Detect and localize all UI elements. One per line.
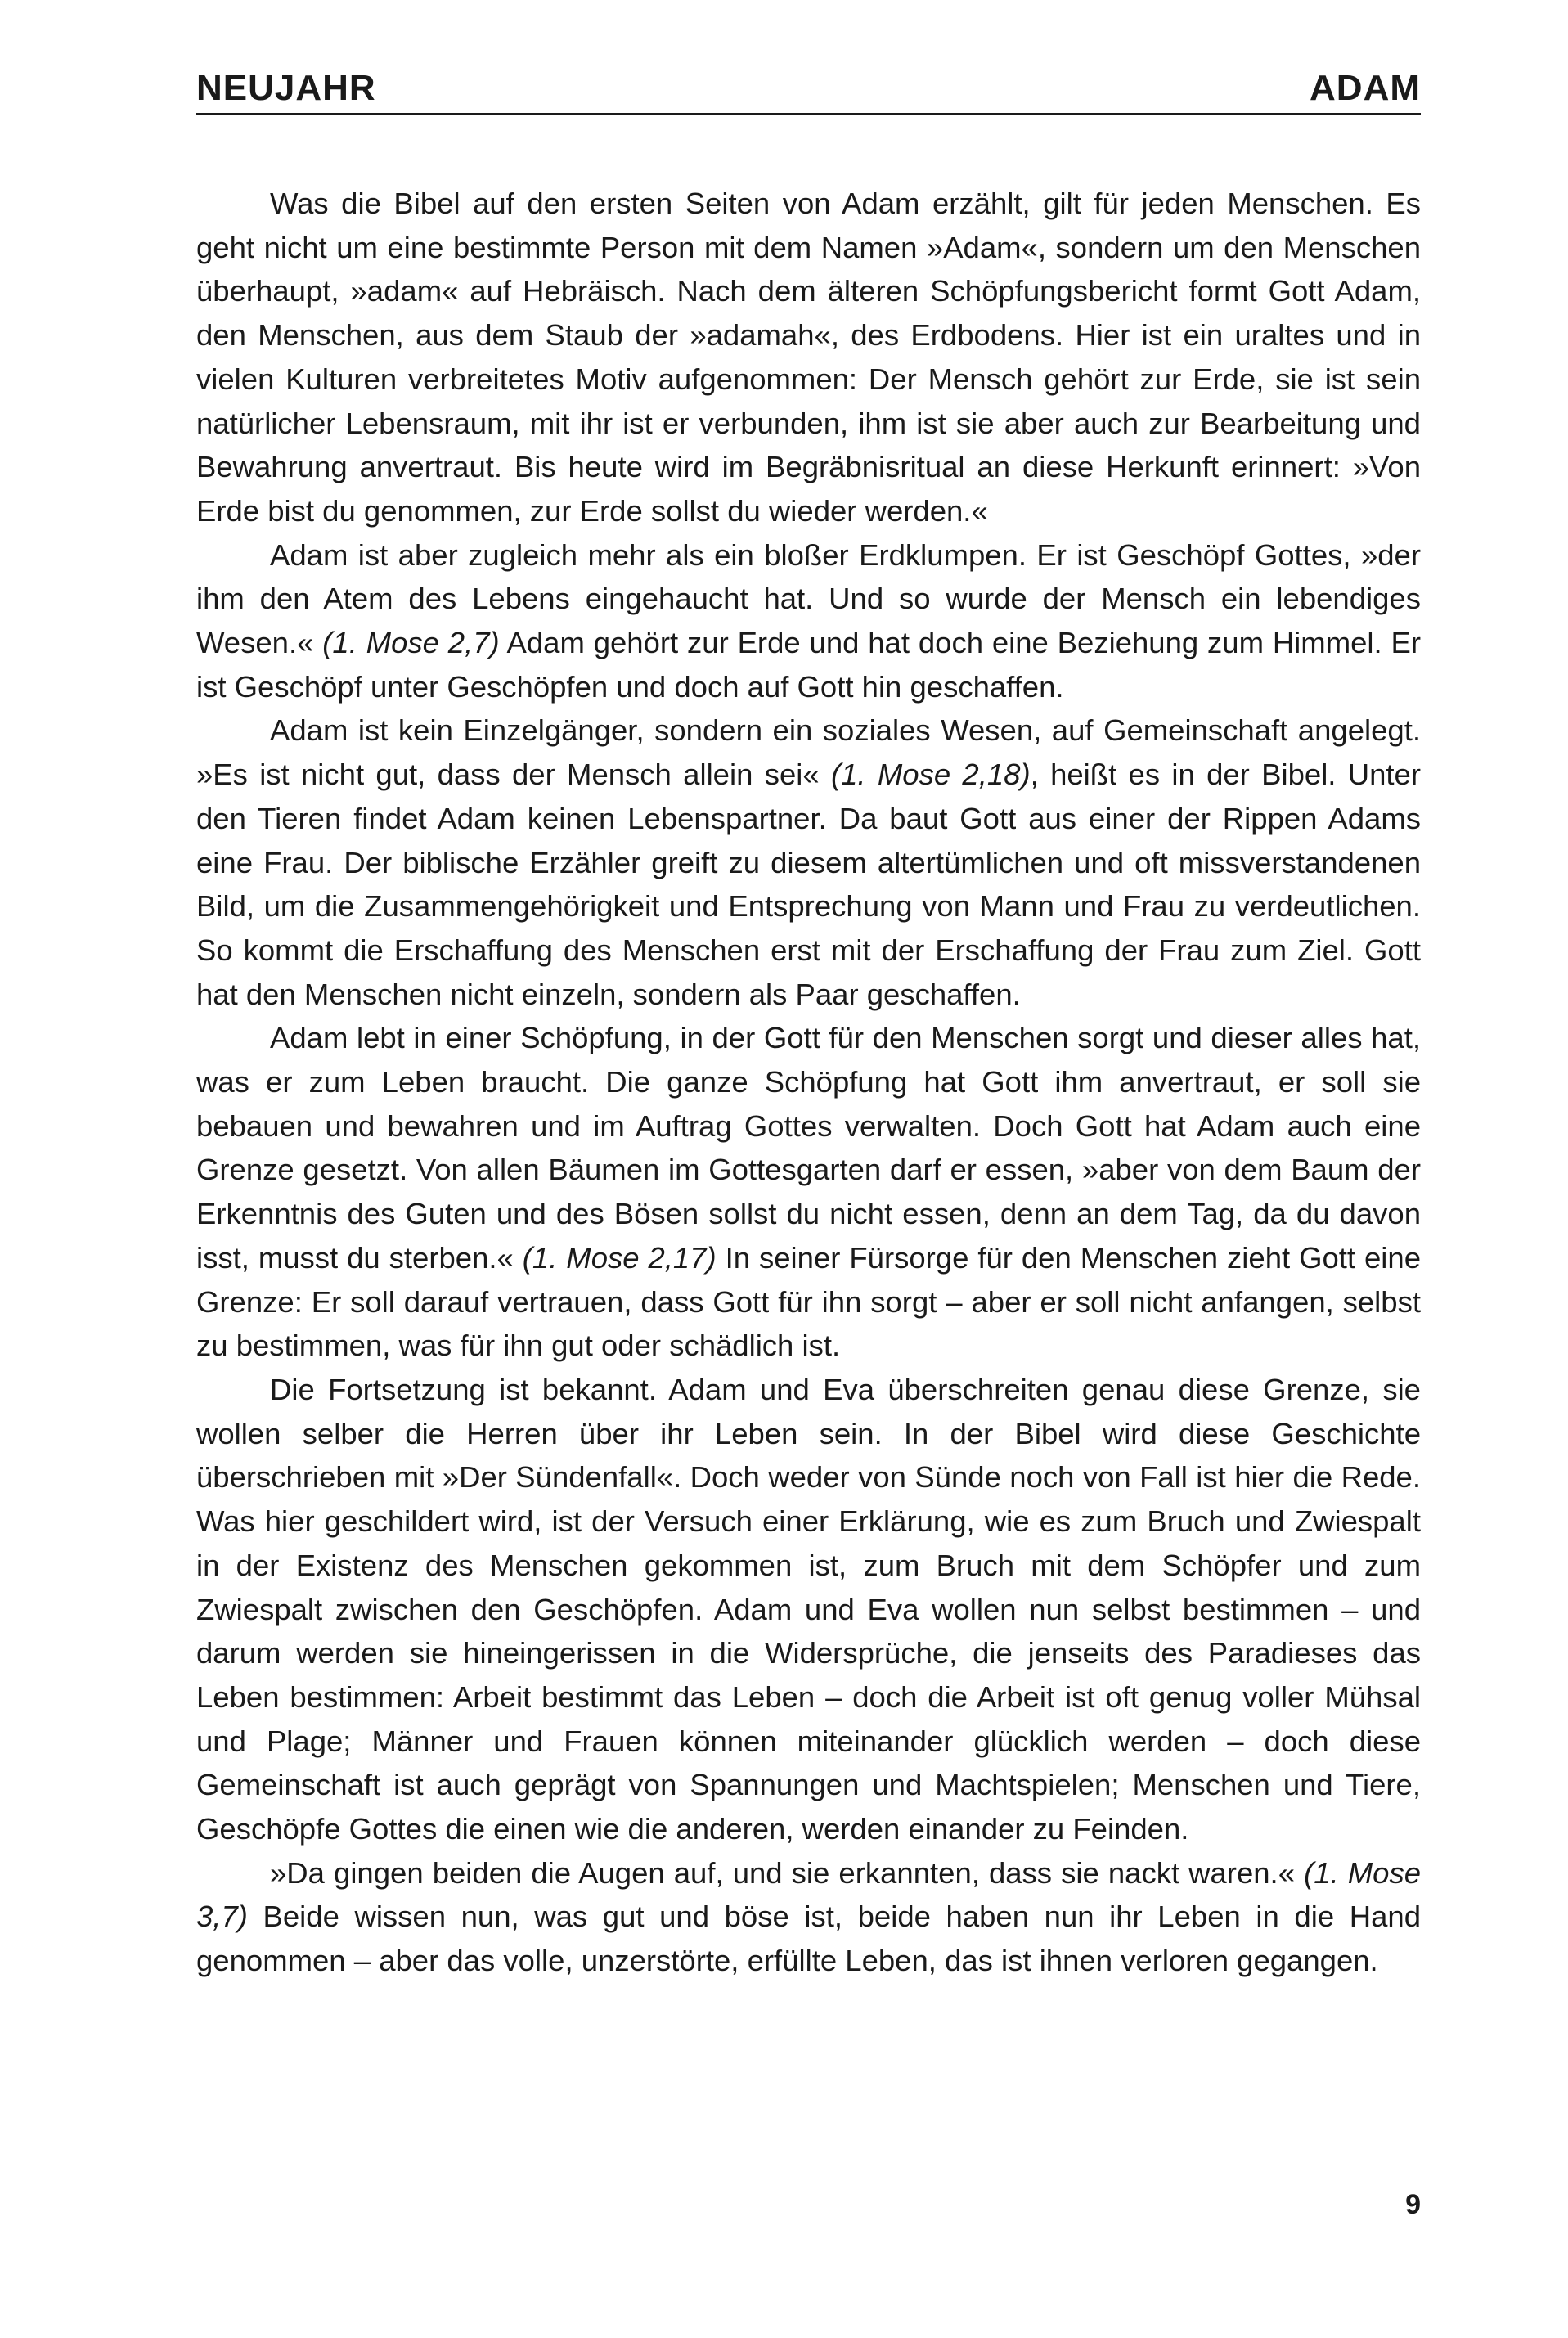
body-text: [196, 182, 1421, 1983]
text-segment: »Da gingen beiden die Augen auf, und sie erkannten, dass sie nackt waren.«: [270, 1855, 1305, 1890]
text-segment: Was die Bibel auf den ersten Seiten von Adam erzählt, gilt für jeden Menschen. Es geht nicht um eine bestimmte Person mit dem Namen »Adam«, sondern um den Menschen überhaupt, »adam« auf Hebräisch. Nach dem älteren Schöpfungsbericht formt Gott Adam, den Menschen, aus dem Staub der »adamah«, des Erdbodens. Hier ist ein uraltes und in vielen Kulturen verbreitetes Motiv aufgenommen: Der Mensch gehört zur Erde, sie ist sein natürlicher Lebensraum, mit ihr ist er verbunden, ihm ist sie aber auch zur Bearbeitung und Bewahrung anvertraut. Bis heute wird im Begräbnisritual an diese Herkunft erinnert: »Von Erde bist du genommen, zur Erde sollst du wieder werden.«: [196, 187, 1421, 528]
bible-reference: (1. Mose 3,7): [196, 1855, 1421, 1934]
running-header: [196, 57, 1421, 115]
text-segment: Adam gehört zur Erde und hat doch eine Beziehung zum Himmel. Er ist Geschöpf unter Geschöpfen und doch auf Gott hin geschaffen.: [196, 626, 1421, 704]
paragraph: [196, 182, 1421, 533]
paragraph: [196, 708, 1421, 1016]
page-number: 9: [1405, 2189, 1421, 2220]
text-segment: Beide wissen nun, was gut und böse ist, beide haben nun ihr Leben in die Hand genommen – aber das volle, unzerstörte, erfüllte Leben, das ist ihnen verloren gegangen.: [196, 1900, 1421, 1978]
paragraph: [196, 1016, 1421, 1368]
book-page: [196, 0, 1421, 2338]
text-segment: Adam ist kein Einzelgänger, sondern ein soziales Wesen, auf Gemeinschaft angelegt. »Es ist nicht gut, dass der Mensch allein sei«: [196, 713, 1421, 792]
header-section-title: NEUJAHR: [196, 68, 376, 108]
text-segment: , heißt es in der Bibel. Unter den Tieren findet Adam keinen Lebenspartner. Da baut Gott aus einer der Rippen Adams eine Frau. Der biblische Erzähler greift zu diesem altertümlichen und oft missverstandenen Bild, um die Zusammengehörigkeit und Entsprechung von Mann und Frau zu verdeutlichen. So kommt die Erschaffung des Menschen erst mit der Erschaffung der Frau zum Ziel. Gott hat den Menschen nicht einzeln, sondern als Paar geschaffen.: [196, 758, 1422, 1011]
bible-reference: (1. Mose 2,7): [322, 626, 500, 660]
bible-reference: (1. Mose 2,17): [522, 1240, 717, 1275]
text-segment: Adam lebt in einer Schöpfung, in der Gott für den Menschen sorgt und dieser alles hat, was er zum Leben braucht. Die ganze Schöpfung hat Gott ihm anvertraut, er soll sie bebauen und bewahren und im Auftrag Gottes verwalten. Doch Gott hat Adam auch eine Grenze gesetzt. Von allen Bäumen im Gottesgarten darf er essen, »aber von dem Baum der Erkenntnis des Guten und des Bösen sollst du nicht essen, denn an dem Tag, da du davon isst, musst du sterben.«: [196, 1021, 1421, 1275]
bible-reference: (1. Mose 2,18): [830, 758, 1031, 792]
text-segment: Adam ist aber zugleich mehr als ein bloßer Erdklumpen. Er ist Geschöpf Gottes, »der ihm den Atem des Lebens eingehaucht hat. Und so wurde der Mensch ein lebendiges Wesen.«: [196, 537, 1421, 660]
paragraph: [196, 1851, 1421, 1983]
header-chapter-title: ADAM: [1310, 68, 1421, 108]
text-segment: Die Fortsetzung ist bekannt. Adam und Eva überschreiten genau diese Grenze, sie wollen selber die Herren über ihr Leben sein. In der Bibel wird diese Geschichte überschrieben mit »Der Sündenfall«. Doch weder von Sünde noch von Fall ist hier die Rede. Was hier geschildert wird, ist der Versuch einer Erklärung, wie es zum Bruch und Zwiespalt in der Existenz des Menschen gekommen ist, zum Bruch mit dem Schöpfer und zum Zwiespalt zwischen den Geschöpfen. Adam und Eva wollen nun selbst bestimmen – und darum werden sie hineingerissen in die Widersprüche, die jenseits des Paradieses das Leben bestimmen: Arbeit bestimmt das Leben – doch die Arbeit ist oft genug voller Mühsal und Plage; Männer und Frauen können miteinander glücklich werden – doch diese Gemeinschaft ist auch geprägt von Spannungen und Machtspielen; Menschen und Tiere, Geschöpfe Gottes die einen wie die anderen, werden einander zu Feinden.: [196, 1372, 1421, 1846]
paragraph: [196, 533, 1421, 709]
text-segment: In seiner Fürsorge für den Menschen zieht Gott eine Grenze: Er soll darauf vertrauen, dass Gott für ihn sorgt – aber er soll nicht anfangen, selbst zu bestimmen, was für ihn gut oder schädlich ist.: [196, 1240, 1421, 1363]
paragraph: [196, 1368, 1421, 1851]
